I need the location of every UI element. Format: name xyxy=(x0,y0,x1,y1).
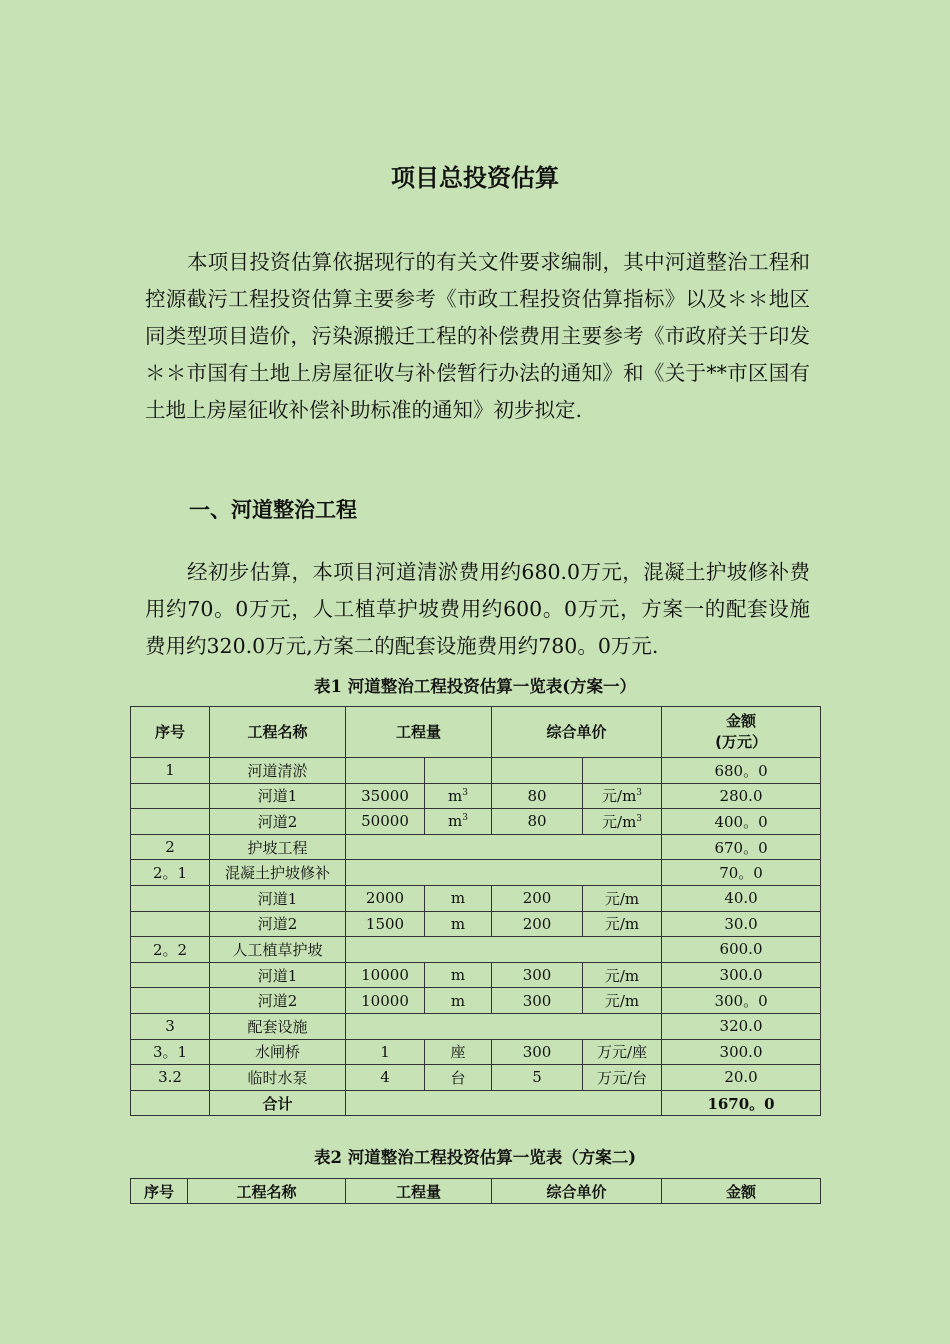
cell-price: 80 xyxy=(492,809,583,835)
cell-no: 3.2 xyxy=(131,1065,210,1091)
cell-name: 配套设施 xyxy=(210,1013,346,1039)
price-unit-text: 万元/台 xyxy=(596,1068,648,1087)
cell-price: 300 xyxy=(492,988,583,1014)
table-row xyxy=(131,937,821,963)
cell-qty xyxy=(346,758,425,784)
cell-qty: 1 xyxy=(346,1039,425,1065)
header-amount xyxy=(662,707,821,758)
cell-no: 3 xyxy=(131,1013,210,1039)
table-row xyxy=(131,962,821,988)
cell-unit xyxy=(425,1065,492,1091)
cell-unit xyxy=(425,758,492,784)
table-row xyxy=(131,988,821,1014)
cell-amount: 680。0 xyxy=(662,758,821,784)
t2-header-no: 序号 xyxy=(131,1179,188,1204)
cell-merged xyxy=(346,860,662,886)
cell-price-unit xyxy=(583,988,662,1014)
unit-text: m xyxy=(450,966,466,985)
unit-text: m xyxy=(450,991,466,1010)
header-no: 序号 xyxy=(131,707,210,758)
total-empty xyxy=(346,1090,662,1116)
price-unit-superscript: 3 xyxy=(636,813,643,824)
cell-name: 河道1 xyxy=(210,885,346,911)
table1-header-row xyxy=(131,707,821,758)
cell-name: 河道清淤 xyxy=(210,758,346,784)
cell-price: 5 xyxy=(492,1065,583,1091)
table2-caption: 表2 河道整治工程投资估算一览表（方案二) xyxy=(313,1148,637,1167)
cell-name: 护坡工程 xyxy=(210,834,346,860)
table-row xyxy=(131,911,821,937)
table2 xyxy=(130,1178,821,1204)
table-row xyxy=(131,758,821,784)
table-row xyxy=(131,834,821,860)
cell-qty: 1500 xyxy=(346,911,425,937)
cell-price-unit xyxy=(583,1065,662,1091)
cell-qty: 4 xyxy=(346,1065,425,1091)
section-heading: 一、河道整治工程 xyxy=(189,498,357,522)
total-amount: 1670。0 xyxy=(662,1090,821,1116)
unit-text: m xyxy=(448,786,463,805)
cell-name: 临时水泵 xyxy=(210,1065,346,1091)
header-qty: 工程量 xyxy=(346,707,492,758)
cell-qty: 2000 xyxy=(346,885,425,911)
intro-paragraph: 本项目投资估算依据现行的有关文件要求编制，其中河道整治工程和控源截污工程投资估算主要参考《市政工程投资估算指标》以及＊＊地区同类型项目造价，污染源搬迁工程的补偿费用主要参考《市政府关于印发＊＊市国有土地上房屋征收与补偿暂行办法的通知》和《关于**市区国有土地上房屋征收补偿补助标准的通知》初步拟定. xyxy=(145,250,810,422)
cell-qty: 50000 xyxy=(346,809,425,835)
total-blank xyxy=(131,1090,210,1116)
table-row xyxy=(131,1065,821,1091)
price-unit-text: 元/m xyxy=(602,787,637,806)
cell-price-unit xyxy=(583,911,662,937)
header-amount-label: 金额 xyxy=(726,712,757,730)
cell-price: 200 xyxy=(492,885,583,911)
cell-merged xyxy=(346,1013,662,1039)
cell-no: 1 xyxy=(131,758,210,784)
cell-unit xyxy=(425,962,492,988)
table1-total-row xyxy=(131,1090,821,1116)
unit-superscript: 3 xyxy=(462,787,468,798)
cell-unit xyxy=(425,1039,492,1065)
unit-text: m xyxy=(450,914,466,933)
t2-header-price: 综合单价 xyxy=(492,1179,662,1204)
cell-price-unit xyxy=(583,783,662,809)
price-unit-text: 元/m xyxy=(604,915,640,934)
cell-unit xyxy=(425,988,492,1014)
cell-amount: 40.0 xyxy=(662,885,821,911)
header-price: 综合单价 xyxy=(492,707,662,758)
cell-amount: 300.0 xyxy=(662,962,821,988)
price-unit-text: 万元/座 xyxy=(596,1043,648,1062)
cell-name: 河道2 xyxy=(210,988,346,1014)
cell-price xyxy=(492,758,583,784)
cell-unit xyxy=(425,783,492,809)
price-unit-text: 元/m xyxy=(602,812,637,831)
table-row xyxy=(131,1013,821,1039)
cell-unit xyxy=(425,911,492,937)
header-amount-unit: (万元） xyxy=(715,733,767,751)
cell-no xyxy=(131,885,210,911)
cell-price: 300 xyxy=(492,962,583,988)
cell-amount: 70。0 xyxy=(662,860,821,886)
cell-amount: 320.0 xyxy=(662,1013,821,1039)
cell-amount: 300.0 xyxy=(662,1039,821,1065)
cell-price-unit xyxy=(583,1039,662,1065)
table-row xyxy=(131,809,821,835)
cell-amount: 600.0 xyxy=(662,937,821,963)
cell-price-unit xyxy=(583,758,662,784)
cell-amount: 400。0 xyxy=(662,809,821,835)
cell-qty: 10000 xyxy=(346,988,425,1014)
t2-header-name: 工程名称 xyxy=(188,1179,346,1204)
t2-header-qty: 工程量 xyxy=(346,1179,492,1204)
header-name: 工程名称 xyxy=(210,707,346,758)
unit-text: m xyxy=(450,889,466,908)
section-paragraph: 经初步估算，本项目河道清淤费用约680.0万元，混凝土护坡修补费用约70。0万元，人工植草护坡费用约600。0万元，方案一的配套设施费用约320.0万元,方案二的配套设施费用约780。0万元. xyxy=(145,560,810,658)
cell-qty: 35000 xyxy=(346,783,425,809)
cell-merged xyxy=(346,937,662,963)
cell-unit xyxy=(425,809,492,835)
cell-amount: 280.0 xyxy=(662,783,821,809)
cell-price: 80 xyxy=(492,783,583,809)
cell-unit xyxy=(425,885,492,911)
cell-qty: 10000 xyxy=(346,962,425,988)
cell-name: 河道1 xyxy=(210,962,346,988)
cell-no xyxy=(131,911,210,937)
cell-merged xyxy=(346,834,662,860)
table-row xyxy=(131,885,821,911)
page-title: 项目总投资估算 xyxy=(391,164,559,192)
cell-no xyxy=(131,988,210,1014)
table2-header-row xyxy=(131,1179,821,1204)
table-row xyxy=(131,860,821,886)
cell-name: 河道2 xyxy=(210,911,346,937)
cell-no xyxy=(131,783,210,809)
cell-name: 河道1 xyxy=(210,783,346,809)
cell-amount: 20.0 xyxy=(662,1065,821,1091)
cell-no: 3。1 xyxy=(131,1039,210,1065)
cell-no xyxy=(131,809,210,835)
cell-price: 200 xyxy=(492,911,583,937)
cell-name: 水闸桥 xyxy=(210,1039,346,1065)
cell-price: 300 xyxy=(492,1039,583,1065)
table1-body xyxy=(131,758,821,1091)
table1 xyxy=(130,706,821,1116)
cell-price-unit xyxy=(583,809,662,835)
table1-caption: 表1 河道整治工程投资估算一览表(方案一） xyxy=(313,677,637,696)
cell-no xyxy=(131,962,210,988)
unit-superscript: 3 xyxy=(462,813,468,824)
table-row xyxy=(131,1039,821,1065)
price-unit-text: 元/m xyxy=(604,889,640,908)
cell-no: 2。2 xyxy=(131,937,210,963)
cell-amount: 30.0 xyxy=(662,911,821,937)
cell-price-unit xyxy=(583,885,662,911)
unit-text: 座 xyxy=(450,1043,466,1062)
cell-no: 2。1 xyxy=(131,860,210,886)
unit-text: m xyxy=(448,812,463,831)
unit-text: 台 xyxy=(450,1068,466,1087)
cell-name: 河道2 xyxy=(210,809,346,835)
cell-price-unit xyxy=(583,962,662,988)
cell-name: 人工植草护坡 xyxy=(210,937,346,963)
cell-amount: 670。0 xyxy=(662,834,821,860)
price-unit-text: 元/m xyxy=(604,992,640,1011)
price-unit-text: 元/m xyxy=(604,966,640,985)
price-unit-superscript: 3 xyxy=(636,788,643,799)
cell-amount: 300。0 xyxy=(662,988,821,1014)
cell-name: 混凝土护坡修补 xyxy=(210,860,346,886)
table-row xyxy=(131,783,821,809)
total-label: 合计 xyxy=(210,1090,346,1116)
t2-header-amount: 金额 xyxy=(662,1179,821,1204)
cell-no: 2 xyxy=(131,834,210,860)
